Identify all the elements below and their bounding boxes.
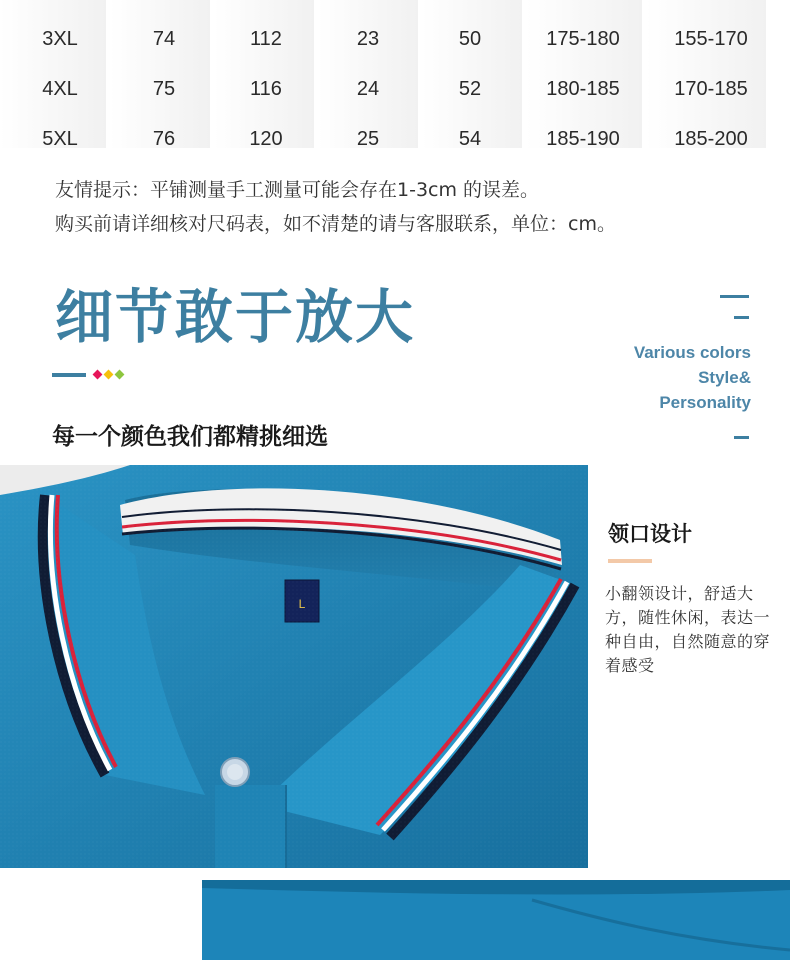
green-dot-icon bbox=[115, 370, 125, 380]
table-cell: 175-180 bbox=[546, 28, 620, 50]
table-cell: 5XL bbox=[42, 128, 78, 150]
measurement-note: 友情提示：平铺测量手工测量可能会存在1-3cm 的误差。 bbox=[55, 179, 540, 201]
table-row bbox=[0, 14, 790, 64]
table-cell: 120 bbox=[249, 128, 283, 150]
table-cell: 185-190 bbox=[546, 128, 620, 150]
table-cell: 24 bbox=[356, 78, 380, 100]
decor-dash bbox=[720, 295, 749, 298]
fabric-illustration bbox=[202, 880, 790, 960]
table-row bbox=[0, 114, 790, 164]
size-table bbox=[0, 0, 790, 150]
table-cell: 185-200 bbox=[674, 128, 748, 150]
table-cell: 52 bbox=[458, 78, 482, 100]
feature-title: 领口设计 bbox=[608, 522, 692, 546]
english-tagline-2: Style& bbox=[698, 368, 751, 387]
feature-underline bbox=[608, 559, 652, 563]
section-title: 细节敢于放大 bbox=[55, 283, 416, 351]
table-cell: 74 bbox=[152, 28, 176, 50]
english-tagline-1: Various colors bbox=[633, 343, 751, 362]
table-cell: 180-185 bbox=[546, 78, 620, 100]
yellow-dot-icon bbox=[104, 370, 114, 380]
english-tagline-3: Personality bbox=[659, 393, 751, 412]
pink-dot-icon bbox=[93, 370, 103, 380]
contact-note: 购买前请详细核对尺码表，如不清楚的请与客服联系，单位：cm。 bbox=[55, 213, 616, 235]
section-subtitle: 每一个颜色我们都精挑细选 bbox=[52, 424, 328, 450]
polo-collar-illustration bbox=[0, 465, 588, 868]
table-cell: 170-185 bbox=[674, 78, 748, 100]
table-cell: 54 bbox=[458, 128, 482, 150]
table-cell: 112 bbox=[250, 28, 282, 50]
collar-photo bbox=[0, 465, 588, 868]
table-cell: 4XL bbox=[42, 78, 78, 100]
table-cell: 50 bbox=[458, 28, 482, 50]
fabric-photo bbox=[202, 880, 790, 960]
table-cell: 75 bbox=[152, 78, 176, 100]
decor-dash bbox=[734, 436, 749, 439]
table-cell: 76 bbox=[152, 128, 176, 150]
table-cell: 155-170 bbox=[674, 28, 748, 50]
table-cell: 25 bbox=[356, 128, 380, 150]
feature-description: 小翻领设计，舒适大方，随性休闲，表达一种自由，自然随意的穿着感受 bbox=[605, 584, 771, 675]
table-row bbox=[0, 64, 790, 114]
table-cell: 116 bbox=[250, 78, 282, 100]
table-cell: 23 bbox=[356, 28, 380, 50]
table-cell: 3XL bbox=[42, 28, 78, 50]
title-underline bbox=[52, 373, 86, 377]
decor-dash bbox=[734, 316, 749, 319]
